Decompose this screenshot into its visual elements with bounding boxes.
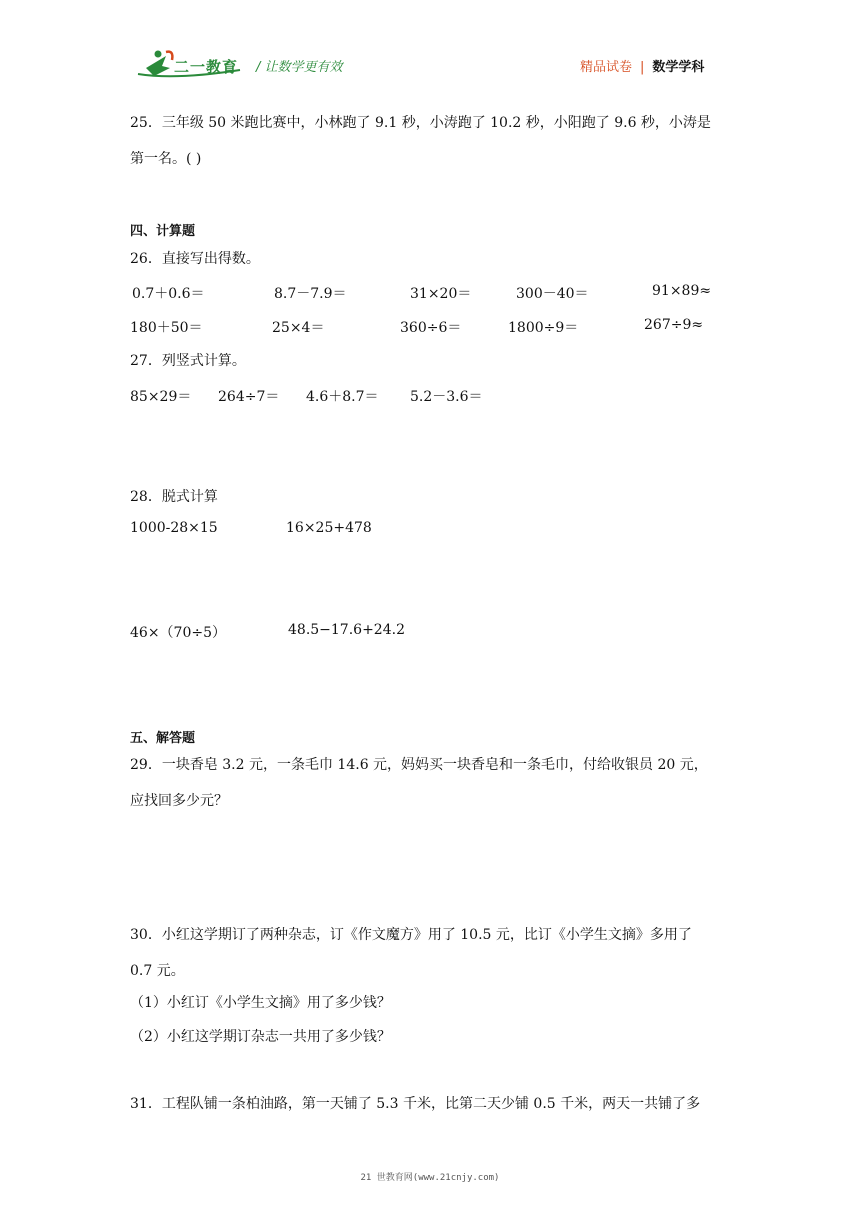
- q29-line2: 应找回多少元？: [130, 793, 228, 809]
- q28-item: 48.5−17.6+24.2: [288, 622, 405, 638]
- q28-item: 1000-28×15: [130, 520, 218, 536]
- header-separator: |: [640, 60, 645, 75]
- q29-line1: 29．一块香皂 3.2 元，一条毛巾 14.6 元，妈妈买一块香皂和一条毛巾，付给收银员 20 元，: [130, 757, 708, 773]
- q26-item: 91×89≈: [652, 283, 712, 299]
- q30-sub2: （2）小红这学期订杂志一共用了多少钱？: [130, 1029, 391, 1045]
- q26-item: 180＋50＝: [130, 320, 203, 336]
- q26-item: 360÷6＝: [400, 320, 462, 336]
- q27-item: 5.2－3.6＝: [410, 389, 483, 405]
- q26-item: 300－40＝: [516, 286, 589, 302]
- q27-item: 264÷7＝: [218, 389, 280, 405]
- q25-line2: 第一名。( ): [130, 151, 202, 167]
- section-5-title: 五、解答题: [130, 731, 196, 746]
- q31-line1: 31．工程队铺一条柏油路，第一天铺了 5.3 千米，比第二天少铺 0.5 千米，两天一共铺了多: [130, 1096, 701, 1112]
- header-tag: 精品试卷: [580, 60, 633, 75]
- q26-item: 0.7＋0.6＝: [132, 286, 205, 302]
- q27-item: 4.6＋8.7＝: [306, 389, 379, 405]
- q26-item: 1800÷9＝: [508, 320, 579, 336]
- q26-item: 8.7－7.9＝: [274, 286, 347, 302]
- q30-line2: 0.7 元。: [130, 963, 185, 979]
- q25-line1: 25．三年级 50 米跑比赛中，小林跑了 9.1 秒，小涛跑了 10.2 秒，小阳跑了 9.6 秒，小涛是: [130, 115, 711, 131]
- header-subject: 数学学科: [652, 60, 705, 75]
- brand-name: 二一教育: [174, 58, 239, 76]
- q28-item: 46×（70÷5）: [130, 625, 226, 641]
- q26-item: 31×20＝: [410, 286, 472, 302]
- q30-sub1: （1）小红订《小学生文摘》用了多少钱？: [130, 995, 391, 1011]
- page-footer: 21 世教育网(www.21cnjy.com): [360, 1173, 500, 1183]
- q30-line1: 30．小红这学期订了两种杂志，订《作文魔方》用了 10.5 元，比订《小学生文摘》多用了: [130, 927, 692, 943]
- brand-slogan: / 让数学更有效: [256, 60, 343, 75]
- section-4-title: 四、计算题: [130, 224, 196, 239]
- q26-item: 267÷9≈: [644, 317, 704, 333]
- q28-item: 16×25+478: [286, 520, 372, 536]
- header-right: [580, 56, 704, 75]
- q26-item: 25×4＝: [272, 320, 325, 336]
- q27-title: 27．列竖式计算。: [130, 353, 246, 369]
- q26-title: 26．直接写出得数。: [130, 251, 260, 267]
- q27-item: 85×29＝: [130, 389, 192, 405]
- q28-title: 28．脱式计算: [130, 489, 218, 505]
